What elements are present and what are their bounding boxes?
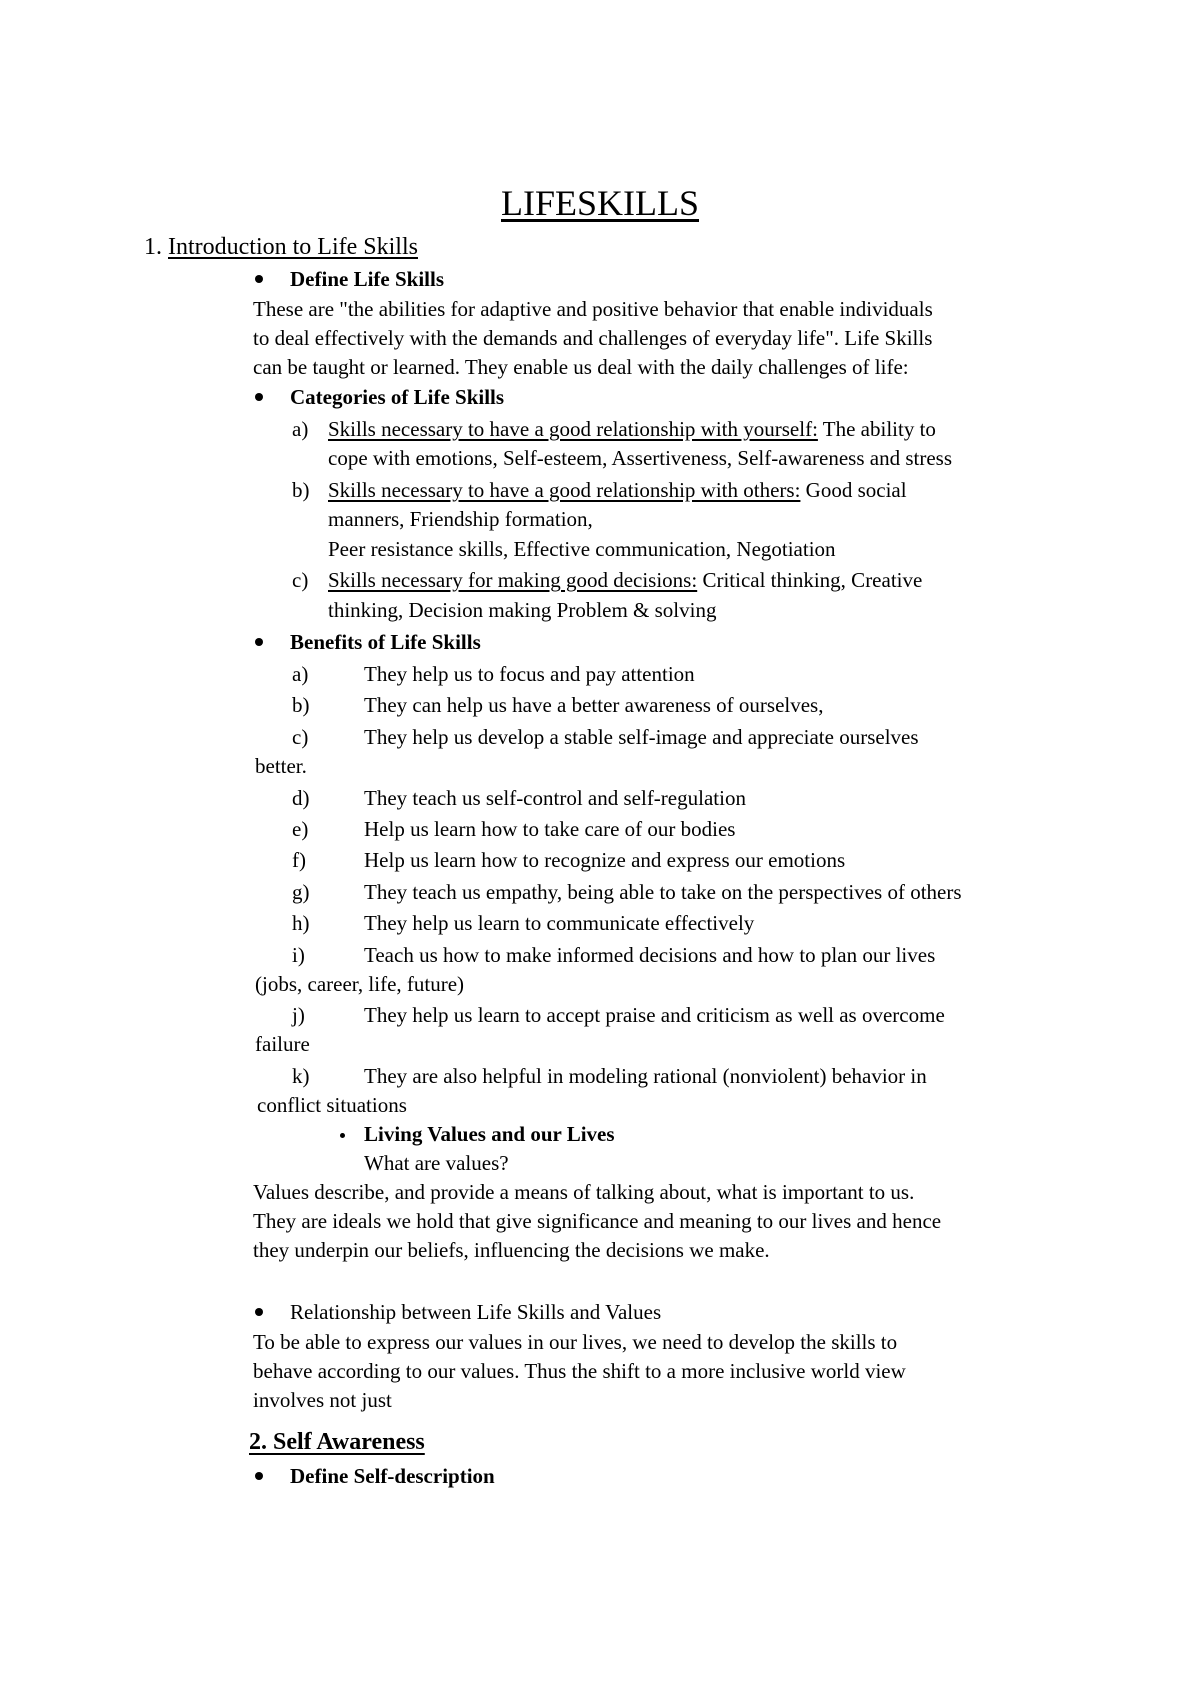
category-label: Skills necessary to have a good relationship with others: <box>328 478 801 502</box>
category-text: Critical thinking, Creative <box>697 568 923 592</box>
bullet-icon <box>255 638 263 646</box>
category-continuation: Peer resistance skills, Effective communication, Negotiation <box>328 537 836 561</box>
bullet-icon <box>255 1472 263 1480</box>
define-paragraph-line: These are "the abilities for adaptive and positive behavior that enable individuals <box>253 297 933 321</box>
category-marker: a) <box>292 417 309 441</box>
values-paragraph-line: Values describe, and provide a means of talking about, what is important to us. <box>253 1180 915 1204</box>
benefit-text: Help us learn how to take care of our bodies <box>364 817 736 841</box>
benefit-text: They help us develop a stable self-image and appreciate ourselves <box>364 725 919 749</box>
relationship-paragraph-line: behave according to our values. Thus the shift to a more inclusive world view <box>253 1359 906 1383</box>
define-life-skills-heading: Define Life Skills <box>290 267 445 291</box>
section-2-heading: 2. Self Awareness <box>249 1429 425 1455</box>
benefit-marker: e) <box>292 817 309 841</box>
relationship-heading: Relationship between Life Skills and Values <box>290 1300 662 1324</box>
category-label: Skills necessary to have a good relationship with yourself: <box>328 417 818 441</box>
benefit-marker: d) <box>292 786 310 810</box>
benefit-marker: i) <box>292 943 305 967</box>
category-text: Good social <box>800 478 907 502</box>
benefit-marker: c) <box>292 725 309 749</box>
benefit-marker: b) <box>292 693 310 717</box>
bullet-icon <box>255 393 263 401</box>
values-question: What are values? <box>364 1151 509 1175</box>
section-1-title: Introduction to Life Skills <box>168 234 418 260</box>
bullet-icon <box>340 1133 345 1138</box>
document-title: LIFESKILLS <box>501 183 699 223</box>
category-item <box>328 567 922 593</box>
benefit-continuation: failure <box>255 1032 310 1056</box>
category-item <box>328 477 907 503</box>
benefit-text: Help us learn how to recognize and express our emotions <box>364 848 846 872</box>
benefit-text: They teach us self-control and self-regulation <box>364 786 746 810</box>
benefit-text: Teach us how to make informed decisions and how to plan our lives <box>364 943 936 967</box>
define-paragraph-line: can be taught or learned. They enable us deal with the daily challenges of life: <box>253 355 909 379</box>
benefit-text: They help us to focus and pay attention <box>364 662 695 686</box>
values-heading: Living Values and our Lives <box>364 1122 615 1146</box>
section-1-heading <box>144 232 418 262</box>
category-continuation: manners, Friendship formation, <box>328 507 593 531</box>
benefit-text: They teach us empathy, being able to take on the perspectives of others <box>364 880 962 904</box>
values-paragraph-line: They are ideals we hold that give significance and meaning to our lives and hence <box>253 1209 942 1233</box>
category-marker: c) <box>292 568 309 592</box>
benefit-continuation: conflict situations <box>257 1093 407 1117</box>
benefit-continuation: (jobs, career, life, future) <box>255 972 465 996</box>
category-label: Skills necessary for making good decisions: <box>328 568 698 592</box>
category-marker: b) <box>292 478 310 502</box>
benefit-continuation: better. <box>255 754 307 778</box>
categories-heading: Categories of Life Skills <box>290 385 505 409</box>
bullet-icon <box>255 275 263 283</box>
section-1-number: 1. <box>144 234 162 260</box>
benefit-marker: f) <box>292 848 306 872</box>
benefit-marker: h) <box>292 911 310 935</box>
benefit-marker: a) <box>292 662 309 686</box>
benefit-text: They help us learn to communicate effectively <box>364 911 755 935</box>
benefit-marker: g) <box>292 880 310 904</box>
category-item <box>328 416 936 442</box>
benefit-text: They can help us have a better awareness of ourselves, <box>364 693 824 717</box>
relationship-paragraph-line: To be able to express our values in our lives, we need to develop the skills to <box>253 1330 898 1354</box>
define-paragraph-line: to deal effectively with the demands and challenges of everyday life". Life Skills <box>253 326 933 350</box>
bullet-icon <box>255 1308 263 1316</box>
category-continuation: cope with emotions, Self-esteem, Assertiveness, Self-awareness and stress <box>328 446 953 470</box>
category-continuation: thinking, Decision making Problem & solving <box>328 598 717 622</box>
benefits-heading: Benefits of Life Skills <box>290 630 481 654</box>
benefit-text: They are also helpful in modeling rational (nonviolent) behavior in <box>364 1064 927 1088</box>
benefit-marker: k) <box>292 1064 310 1088</box>
category-text: The ability to <box>817 417 936 441</box>
benefit-marker: j) <box>292 1003 305 1027</box>
values-paragraph-line: they underpin our beliefs, influencing the decisions we make. <box>253 1238 770 1262</box>
relationship-paragraph-line: involves not just <box>253 1388 392 1412</box>
define-self-description-heading: Define Self-description <box>290 1464 495 1488</box>
benefit-text: They help us learn to accept praise and criticism as well as overcome <box>364 1003 945 1027</box>
